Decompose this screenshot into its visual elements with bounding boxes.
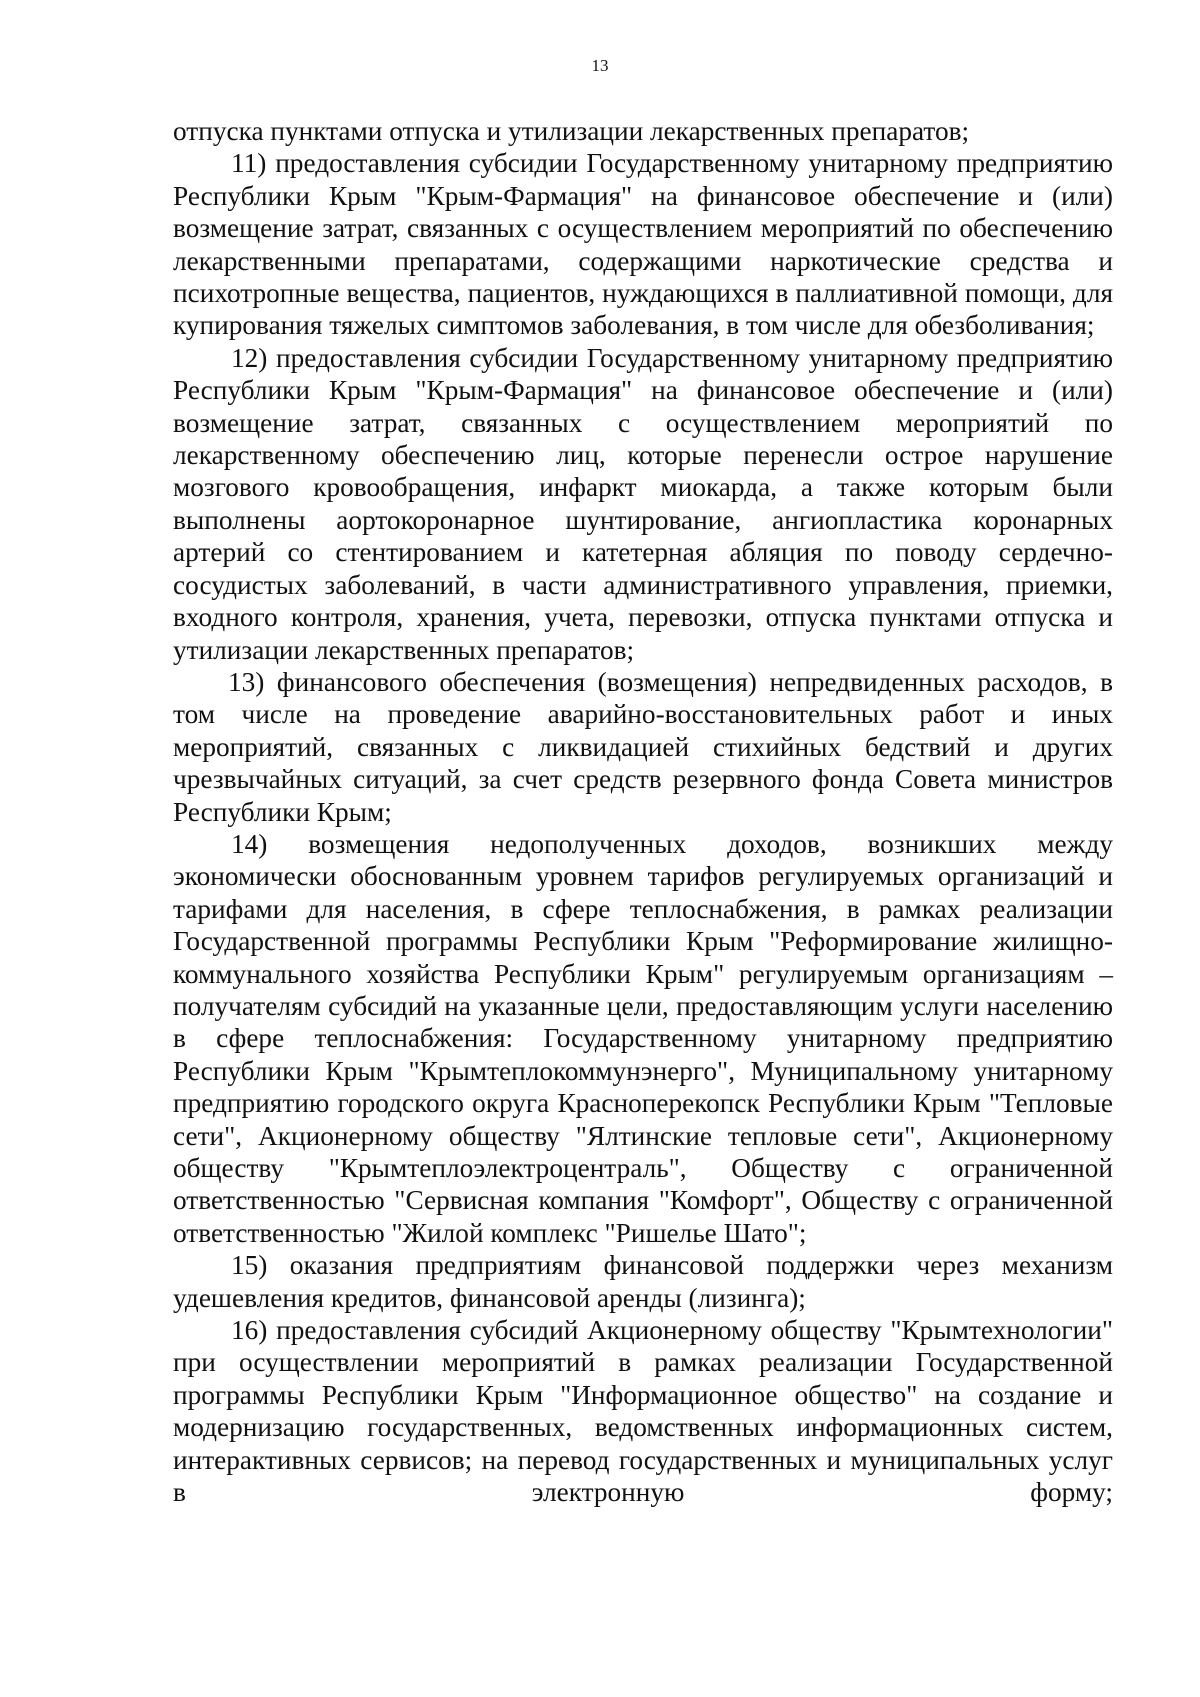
paragraph-item-13: 13) финансового обеспечения (возмещения) непредвиденных расходов, в том числе на проведение аварийно-восстановительных работ и иных мероприятий, связанных с ликвидацией стихийных бедствий и других чрезвычайных ситуаций, за счет средств резервного фонда Совета министров Республики Крым; xyxy=(173,666,1113,827)
paragraph-item-15: 15) оказания предприятиям финансовой поддержки через механизм удешевления кредитов, финансовой аренды (лизинга); xyxy=(173,1250,1113,1313)
paragraph-item-11: 11) предоставления субсидии Государственному унитарному предприятию Республики Крым "Крым-Фармация" на финансовое обеспечение и (или) возмещение затрат, связанных с осуществлением мероприятий по обеспечению лекарственными препаратами, содержащими наркотические средства и психотропные вещества, пациентов, нуждающихся в паллиативной помощи, для купирования тяжелых симптомов заболевания, в том числе для обезболивания; xyxy=(173,148,1113,341)
page-number: 13 xyxy=(591,56,609,75)
paragraph-item-16: 16) предоставления субсидий Акционерному обществу "Крымтехнологии" при осуществлении мероприятий в рамках реализации Государственной программы Республики Крым "Информационное общество" на создание и модернизацию государственных, ведомственных информационных систем, интерактивных сервисов; на перевод государственных и муниципальных услуг в электронную форму; xyxy=(173,1315,1113,1508)
paragraph-item-12: 12) предоставления субсидии Государственному унитарному предприятию Республики Крым "Крым-Фармация" на финансовое обеспечение и (или) возмещение затрат, связанных с осуществлением мероприятий по лекарственному обеспечению лиц, которые перенесли острое нарушение мозгового кровообращения, инфаркт миокарда, а также которым были выполнены аортокоронарное шунтирование, ангиопластика коронарных артерий со стентированием и катетерная абляция по поводу сердечно-сосудистых заболеваний, в части административного управления, приемки, входного контроля, хранения, учета, перевозки, отпуска пунктами отпуска и утилизации лекарственных препаратов; xyxy=(173,342,1113,665)
paragraph-continuation: отпуска пунктами отпуска и утилизации лекарственных препаратов; xyxy=(173,116,970,146)
paragraph-item-14: 14) возмещения недополученных доходов, возникших между экономически обоснованным уровнем тарифов регулируемых организаций и тарифами для населения, в сфере теплоснабжения, в рамках реализации Государственной программы Республики Крым "Реформирование жилищно-коммунального хозяйства Республики Крым" регулируемым организациям – получателям субсидий на указанные цели, предоставляющим услуги населению в сфере теплоснабжения: Государственному унитарному предприятию Республики Крым "Крымтеплокоммунэнерго", Муниципальному унитарному предприятию городского округа Красноперекопск Республики Крым "Тепловые сети", Акционерному обществу "Ялтинские тепловые сети", Акционерному обществу "Крымтеплоэлектроцентраль", Обществу с ограниченной ответственностью "Сервисная компания "Комфорт", Обществу с ограниченной ответственностью "Жилой комплекс "Ришелье Шато"; xyxy=(173,828,1113,1248)
document-body xyxy=(173,115,1113,1508)
